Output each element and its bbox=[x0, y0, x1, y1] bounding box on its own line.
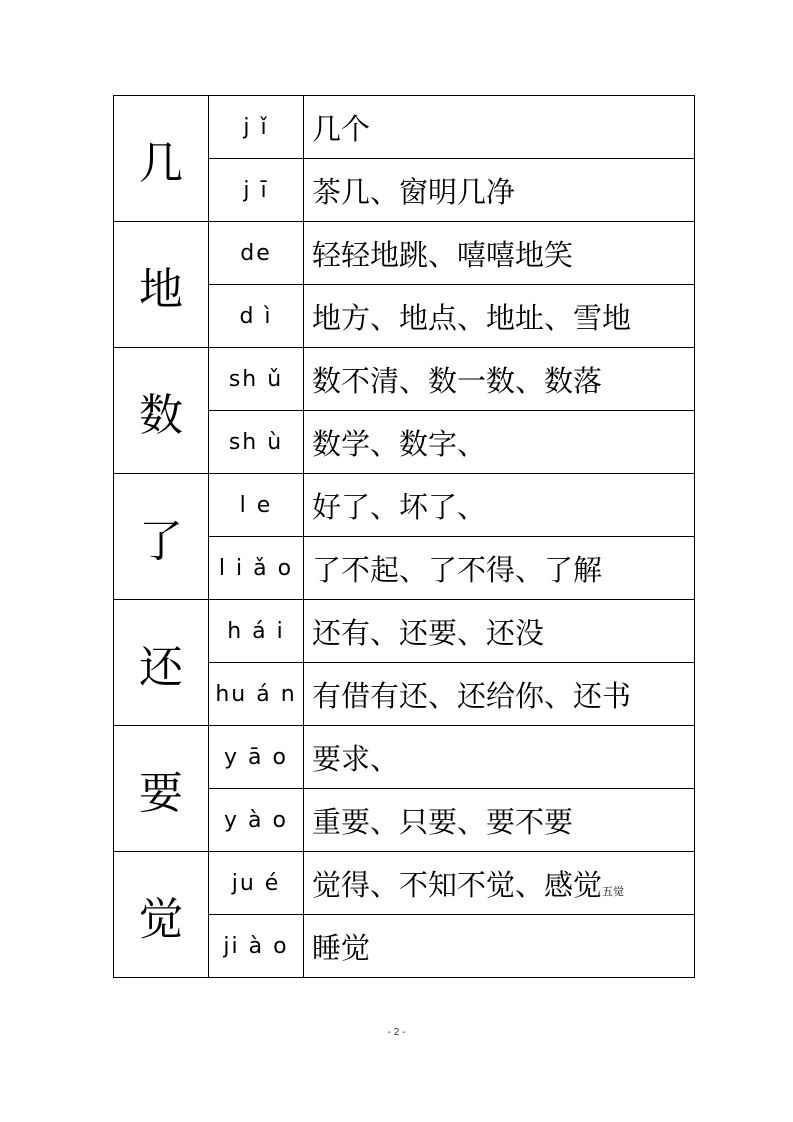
pinyin-cell: y ā o bbox=[209, 726, 304, 789]
words-cell: 睡觉 bbox=[304, 915, 695, 978]
pinyin-cell: j ǐ bbox=[209, 96, 304, 159]
character-cell: 还 bbox=[114, 600, 209, 726]
words-cell: 了不起、了不得、了解 bbox=[304, 537, 695, 600]
polyphonic-character-table bbox=[113, 95, 695, 978]
words-text: 觉得、不知不觉、感觉 bbox=[312, 867, 603, 902]
words-cell: 重要、只要、要不要 bbox=[304, 789, 695, 852]
pinyin-cell: l e bbox=[209, 474, 304, 537]
pinyin-cell: y à o bbox=[209, 789, 304, 852]
words-cell: 地方、地点、地址、雪地 bbox=[304, 285, 695, 348]
pinyin-cell: ji à o bbox=[209, 915, 304, 978]
table-row bbox=[114, 96, 695, 159]
character-cell: 几 bbox=[114, 96, 209, 222]
pinyin-cell: h á i bbox=[209, 600, 304, 663]
small-note: 五觉 bbox=[602, 884, 625, 898]
character-cell: 了 bbox=[114, 474, 209, 600]
words-cell bbox=[304, 852, 695, 915]
table-row bbox=[114, 600, 695, 663]
words-cell: 还有、还要、还没 bbox=[304, 600, 695, 663]
pinyin-cell: d ì bbox=[209, 285, 304, 348]
character-cell: 觉 bbox=[114, 852, 209, 978]
table-row bbox=[114, 474, 695, 537]
words-cell: 轻轻地跳、嘻嘻地笑 bbox=[304, 222, 695, 285]
table-row bbox=[114, 726, 695, 789]
words-cell: 数不清、数一数、数落 bbox=[304, 348, 695, 411]
character-cell: 要 bbox=[114, 726, 209, 852]
pinyin-cell: sh ù bbox=[209, 411, 304, 474]
words-cell: 几个 bbox=[304, 96, 695, 159]
words-cell: 茶几、窗明几净 bbox=[304, 159, 695, 222]
pinyin-cell: sh ǔ bbox=[209, 348, 304, 411]
words-cell: 有借有还、还给你、还书 bbox=[304, 663, 695, 726]
table-row bbox=[114, 222, 695, 285]
pinyin-cell: l i ǎ o bbox=[209, 537, 304, 600]
character-cell: 数 bbox=[114, 348, 209, 474]
pinyin-cell: j ī bbox=[209, 159, 304, 222]
words-cell: 数学、数字、 bbox=[304, 411, 695, 474]
pinyin-cell: ju é bbox=[209, 852, 304, 915]
pinyin-cell: hu á n bbox=[209, 663, 304, 726]
table-row bbox=[114, 852, 695, 915]
words-cell: 好了、坏了、 bbox=[304, 474, 695, 537]
page-number: - 2 - bbox=[387, 1027, 406, 1038]
character-cell: 地 bbox=[114, 222, 209, 348]
table-row bbox=[114, 348, 695, 411]
pinyin-cell: de bbox=[209, 222, 304, 285]
words-cell: 要求、 bbox=[304, 726, 695, 789]
